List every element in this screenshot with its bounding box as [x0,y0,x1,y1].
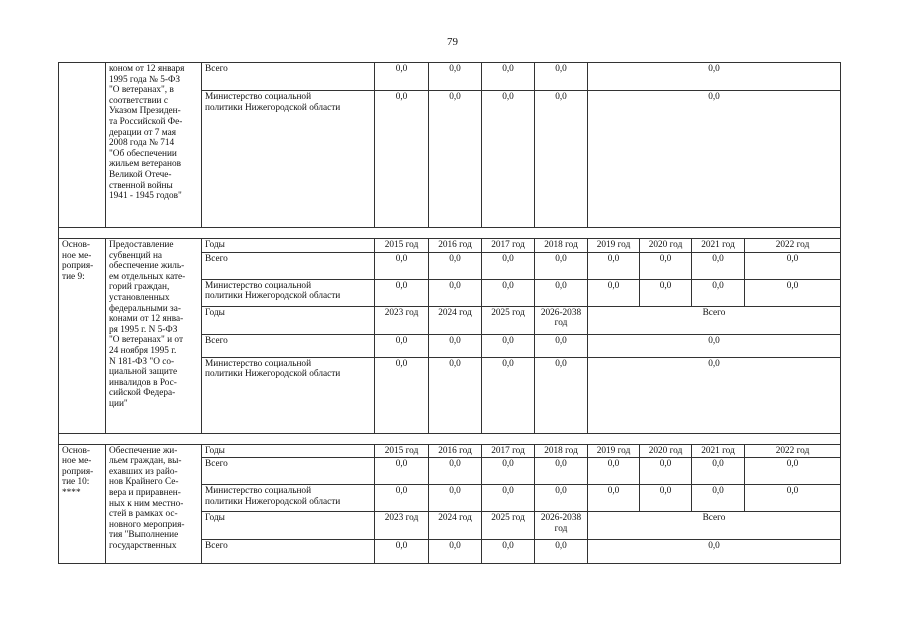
value-cell: 0,0 [535,334,588,357]
value-cell: 0,0 [588,458,640,485]
value-cell: 0,0 [429,458,482,485]
row-label-ministry: Министерство социальной политики Нижегородской области [202,357,375,433]
value-cell: 0,0 [482,279,535,306]
page-number: 79 [447,36,458,48]
value-cell: 0,0 [588,279,640,306]
year-header: 2026-2038 год [535,306,588,334]
value-cell: 0,0 [375,91,429,228]
value-cell: 0,0 [535,485,588,512]
year-header: 2025 год [482,306,535,334]
year-header: 2025 год [482,512,535,540]
value-cell: 0,0 [429,540,482,564]
measure-cell: Основ- ное ме- роприя- тие 10: **** [59,444,106,564]
value-cell: 0,0 [535,357,588,433]
value-cell: 0,0 [535,252,588,279]
measure-cell [59,63,106,228]
value-cell-total: 0,0 [588,540,841,564]
value-cell: 0,0 [482,357,535,433]
description-cell: Предоставление субвенций на обеспечение жиль- ем отдельных кате- горий граждан, установленных федеральными за- конами от 12 янва- ря 1995 г. N 5-ФЗ "О ветеранах" и от 24 ноября 1995 г. N 181-ФЗ "О со- циальной защите инвалидов в Рос- сийской Федера- ции" [106,239,202,434]
year-header: 2016 год [429,239,482,253]
value-cell: 0,0 [375,252,429,279]
row-label-total: Всего [202,63,375,91]
spacer-row [59,228,841,239]
value-cell: 0,0 [535,91,588,228]
value-cell: 0,0 [375,334,429,357]
value-cell: 0,0 [745,458,841,485]
value-cell: 0,0 [375,279,429,306]
year-header: 2015 год [375,444,429,458]
year-header: 2023 год [375,306,429,334]
year-header: 2015 год [375,239,429,253]
year-header: 2017 год [482,239,535,253]
value-cell: 0,0 [482,252,535,279]
year-header: 2026-2038 год [535,512,588,540]
value-cell-total: 0,0 [588,357,841,433]
total-header: Всего [588,512,841,540]
row-label-ministry: Министерство социальной политики Нижегородской области [202,485,375,512]
value-cell: 0,0 [745,279,841,306]
value-cell: 0,0 [692,252,745,279]
value-cell: 0,0 [535,279,588,306]
value-cell: 0,0 [640,279,692,306]
spacer-row [59,433,841,444]
value-cell: 0,0 [588,252,640,279]
value-cell: 0,0 [482,91,535,228]
value-cell: 0,0 [482,334,535,357]
value-cell: 0,0 [692,485,745,512]
row-label-years: Годы [202,239,375,253]
value-cell: 0,0 [429,485,482,512]
row-label-ministry: Министерство социальной политики Нижегородской области [202,91,375,228]
value-cell: 0,0 [640,252,692,279]
year-header: 2022 год [745,444,841,458]
value-cell: 0,0 [429,91,482,228]
table-row [59,239,841,253]
value-cell: 0,0 [375,485,429,512]
value-cell: 0,0 [429,252,482,279]
year-header: 2024 год [429,512,482,540]
year-header: 2018 год [535,239,588,253]
spacer [59,433,841,444]
value-cell: 0,0 [588,485,640,512]
value-cell-total: 0,0 [588,91,841,228]
value-cell: 0,0 [535,63,588,91]
year-header: 2019 год [588,444,640,458]
value-cell: 0,0 [375,357,429,433]
value-cell: 0,0 [482,458,535,485]
year-header: 2023 год [375,512,429,540]
year-header: 2019 год [588,239,640,253]
row-label-years: Годы [202,306,375,334]
value-cell: 0,0 [429,63,482,91]
value-cell: 0,0 [429,357,482,433]
spacer [59,228,841,239]
year-header: 2017 год [482,444,535,458]
row-label-years: Годы [202,512,375,540]
value-cell: 0,0 [375,458,429,485]
row-label-total: Всего [202,458,375,485]
value-cell: 0,0 [429,334,482,357]
value-cell: 0,0 [482,63,535,91]
row-label-total: Всего [202,334,375,357]
value-cell: 0,0 [482,485,535,512]
row-label-total: Всего [202,252,375,279]
value-cell: 0,0 [482,540,535,564]
year-header: 2021 год [692,444,745,458]
year-header: 2022 год [745,239,841,253]
description-cell: коном от 12 января 1995 года № 5-ФЗ "О ветеранах", в соответствии с Указом Президен- та Российской Фе- дерации от 7 мая 2008 года № 714 "Об обеспечении жильем ветеранов Великой Отече- ственной войны 1941 - 1945 годов" [106,63,202,228]
value-cell-total: 0,0 [588,334,841,357]
total-header: Всего [588,306,841,334]
description-cell: Обеспечение жи- льем граждан, вы- ехавших из райо- нов Крайнего Се- вера и приравнен- ных к ним местно- стей в рамках ос- новного мероприя- тия "Выполнение государственных [106,444,202,564]
value-cell: 0,0 [745,252,841,279]
value-cell: 0,0 [535,458,588,485]
financing-table [58,62,841,564]
measure-cell: Основ- ное ме- роприя- тие 9: [59,239,106,434]
value-cell: 0,0 [692,279,745,306]
value-cell: 0,0 [535,540,588,564]
year-header: 2020 год [640,444,692,458]
row-label-total: Всего [202,540,375,564]
value-cell: 0,0 [429,279,482,306]
year-header: 2020 год [640,239,692,253]
table-row [59,63,841,91]
year-header: 2016 год [429,444,482,458]
row-label-ministry: Министерство социальной политики Нижегородской области [202,279,375,306]
year-header: 2018 год [535,444,588,458]
table-row [59,444,841,458]
value-cell: 0,0 [692,458,745,485]
value-cell: 0,0 [640,485,692,512]
year-header: 2021 год [692,239,745,253]
value-cell: 0,0 [640,458,692,485]
value-cell: 0,0 [375,540,429,564]
value-cell: 0,0 [375,63,429,91]
year-header: 2024 год [429,306,482,334]
value-cell-total: 0,0 [588,63,841,91]
row-label-years: Годы [202,444,375,458]
value-cell: 0,0 [745,485,841,512]
